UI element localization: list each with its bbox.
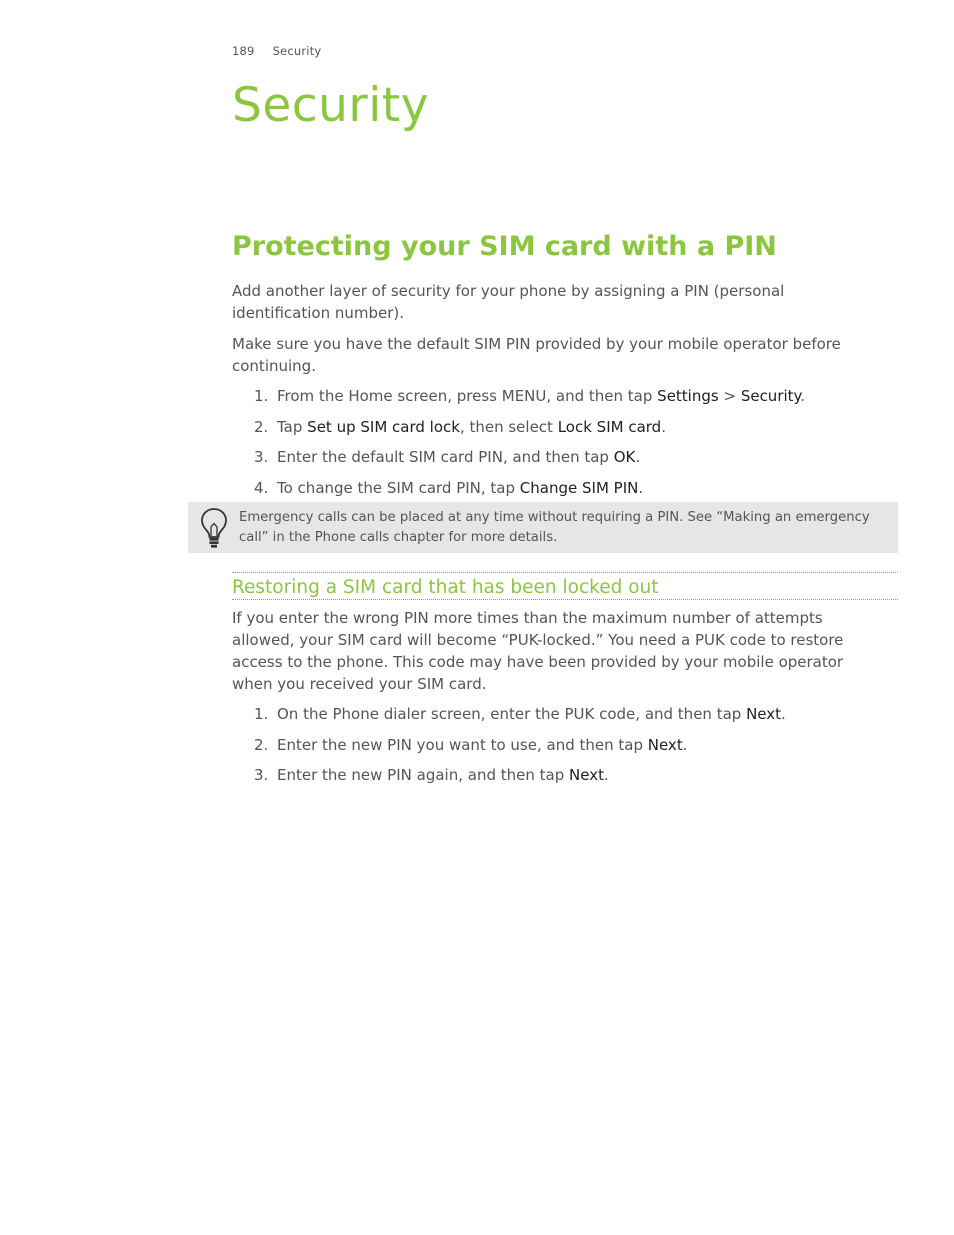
next-ui-label: Next: [746, 705, 782, 723]
step-text: .: [800, 387, 806, 405]
step-text: .: [638, 478, 644, 497]
page-number: 189: [232, 44, 255, 58]
list-item: [254, 734, 874, 756]
step-text: .: [635, 448, 641, 466]
change-sim-pin-ui-label: Change SIM PIN: [519, 478, 639, 497]
step-text: .: [661, 417, 666, 436]
subsection-paragraph: If you enter the wrong PIN more times than the maximum number of attempts allowed, your SIM card will become “PUK-locked.” You need a PUK code to restore access to the phone. This code may have been provided by your mobile operator when you received your SIM card.: [232, 609, 844, 693]
next-ui-label: Next: [647, 735, 683, 754]
intro-paragraph-2: Make sure you have the default SIM PIN provided by your mobile operator before continuing.: [232, 335, 841, 375]
chapter-title: Security: [232, 78, 430, 133]
step-text: >: [718, 387, 741, 405]
step-text: .: [781, 705, 786, 723]
pin-steps-list: [254, 385, 874, 507]
step-text: On the Phone dialer screen, enter the PUK code, and then tap: [277, 705, 747, 723]
list-item: [254, 416, 874, 438]
lock-sim-card-ui-label: Lock SIM card: [557, 417, 662, 436]
header-section: Security: [272, 44, 322, 58]
step-text: .: [603, 766, 609, 784]
step-number: 1.: [254, 387, 269, 405]
step-number: 2.: [254, 417, 269, 436]
step-text: To change the SIM card PIN, tap: [277, 478, 520, 497]
section-title: Protecting your SIM card with a PIN: [232, 231, 777, 262]
step-number: 3.: [254, 448, 269, 466]
step-number: 4.: [254, 478, 269, 497]
tip-text: Emergency calls can be placed at any time without requiring a PIN. See “Making an emergency call” in the Phone calls chapter for more details.: [239, 510, 870, 545]
step-number: 2.: [254, 735, 269, 754]
security-ui-label: Security: [740, 387, 801, 405]
ok-ui-label: OK: [613, 448, 636, 466]
list-item: [254, 764, 874, 786]
step-number: 3.: [254, 766, 269, 784]
step-text: Enter the default SIM card PIN, and then tap: [277, 448, 614, 466]
set-up-sim-lock-ui-label: Set up SIM card lock: [307, 417, 460, 436]
step-text: .: [682, 735, 688, 754]
step-number: 1.: [254, 705, 269, 723]
intro-paragraph-1: Add another layer of security for your phone by assigning a PIN (personal identification number).: [232, 282, 785, 322]
list-item: [254, 477, 874, 499]
step-text: Tap: [277, 417, 308, 436]
list-item: [254, 385, 874, 407]
step-text: , then select: [459, 417, 558, 436]
next-ui-label: Next: [569, 766, 604, 784]
restore-steps-list: [254, 703, 874, 795]
subsection-title: Restoring a SIM card that has been locked out: [232, 577, 659, 598]
step-text: Enter the new PIN you want to use, and then tap: [277, 735, 648, 754]
settings-ui-label: Settings: [657, 387, 719, 405]
step-text: From the Home screen, press MENU, and then tap: [277, 387, 658, 405]
list-item: [254, 703, 874, 725]
list-item: [254, 446, 874, 468]
step-text: Enter the new PIN again, and then tap: [277, 766, 570, 784]
subsection-header: [232, 572, 898, 600]
page-header: [232, 44, 321, 58]
lightbulb-icon: [200, 507, 228, 549]
tip-box: [188, 502, 898, 553]
